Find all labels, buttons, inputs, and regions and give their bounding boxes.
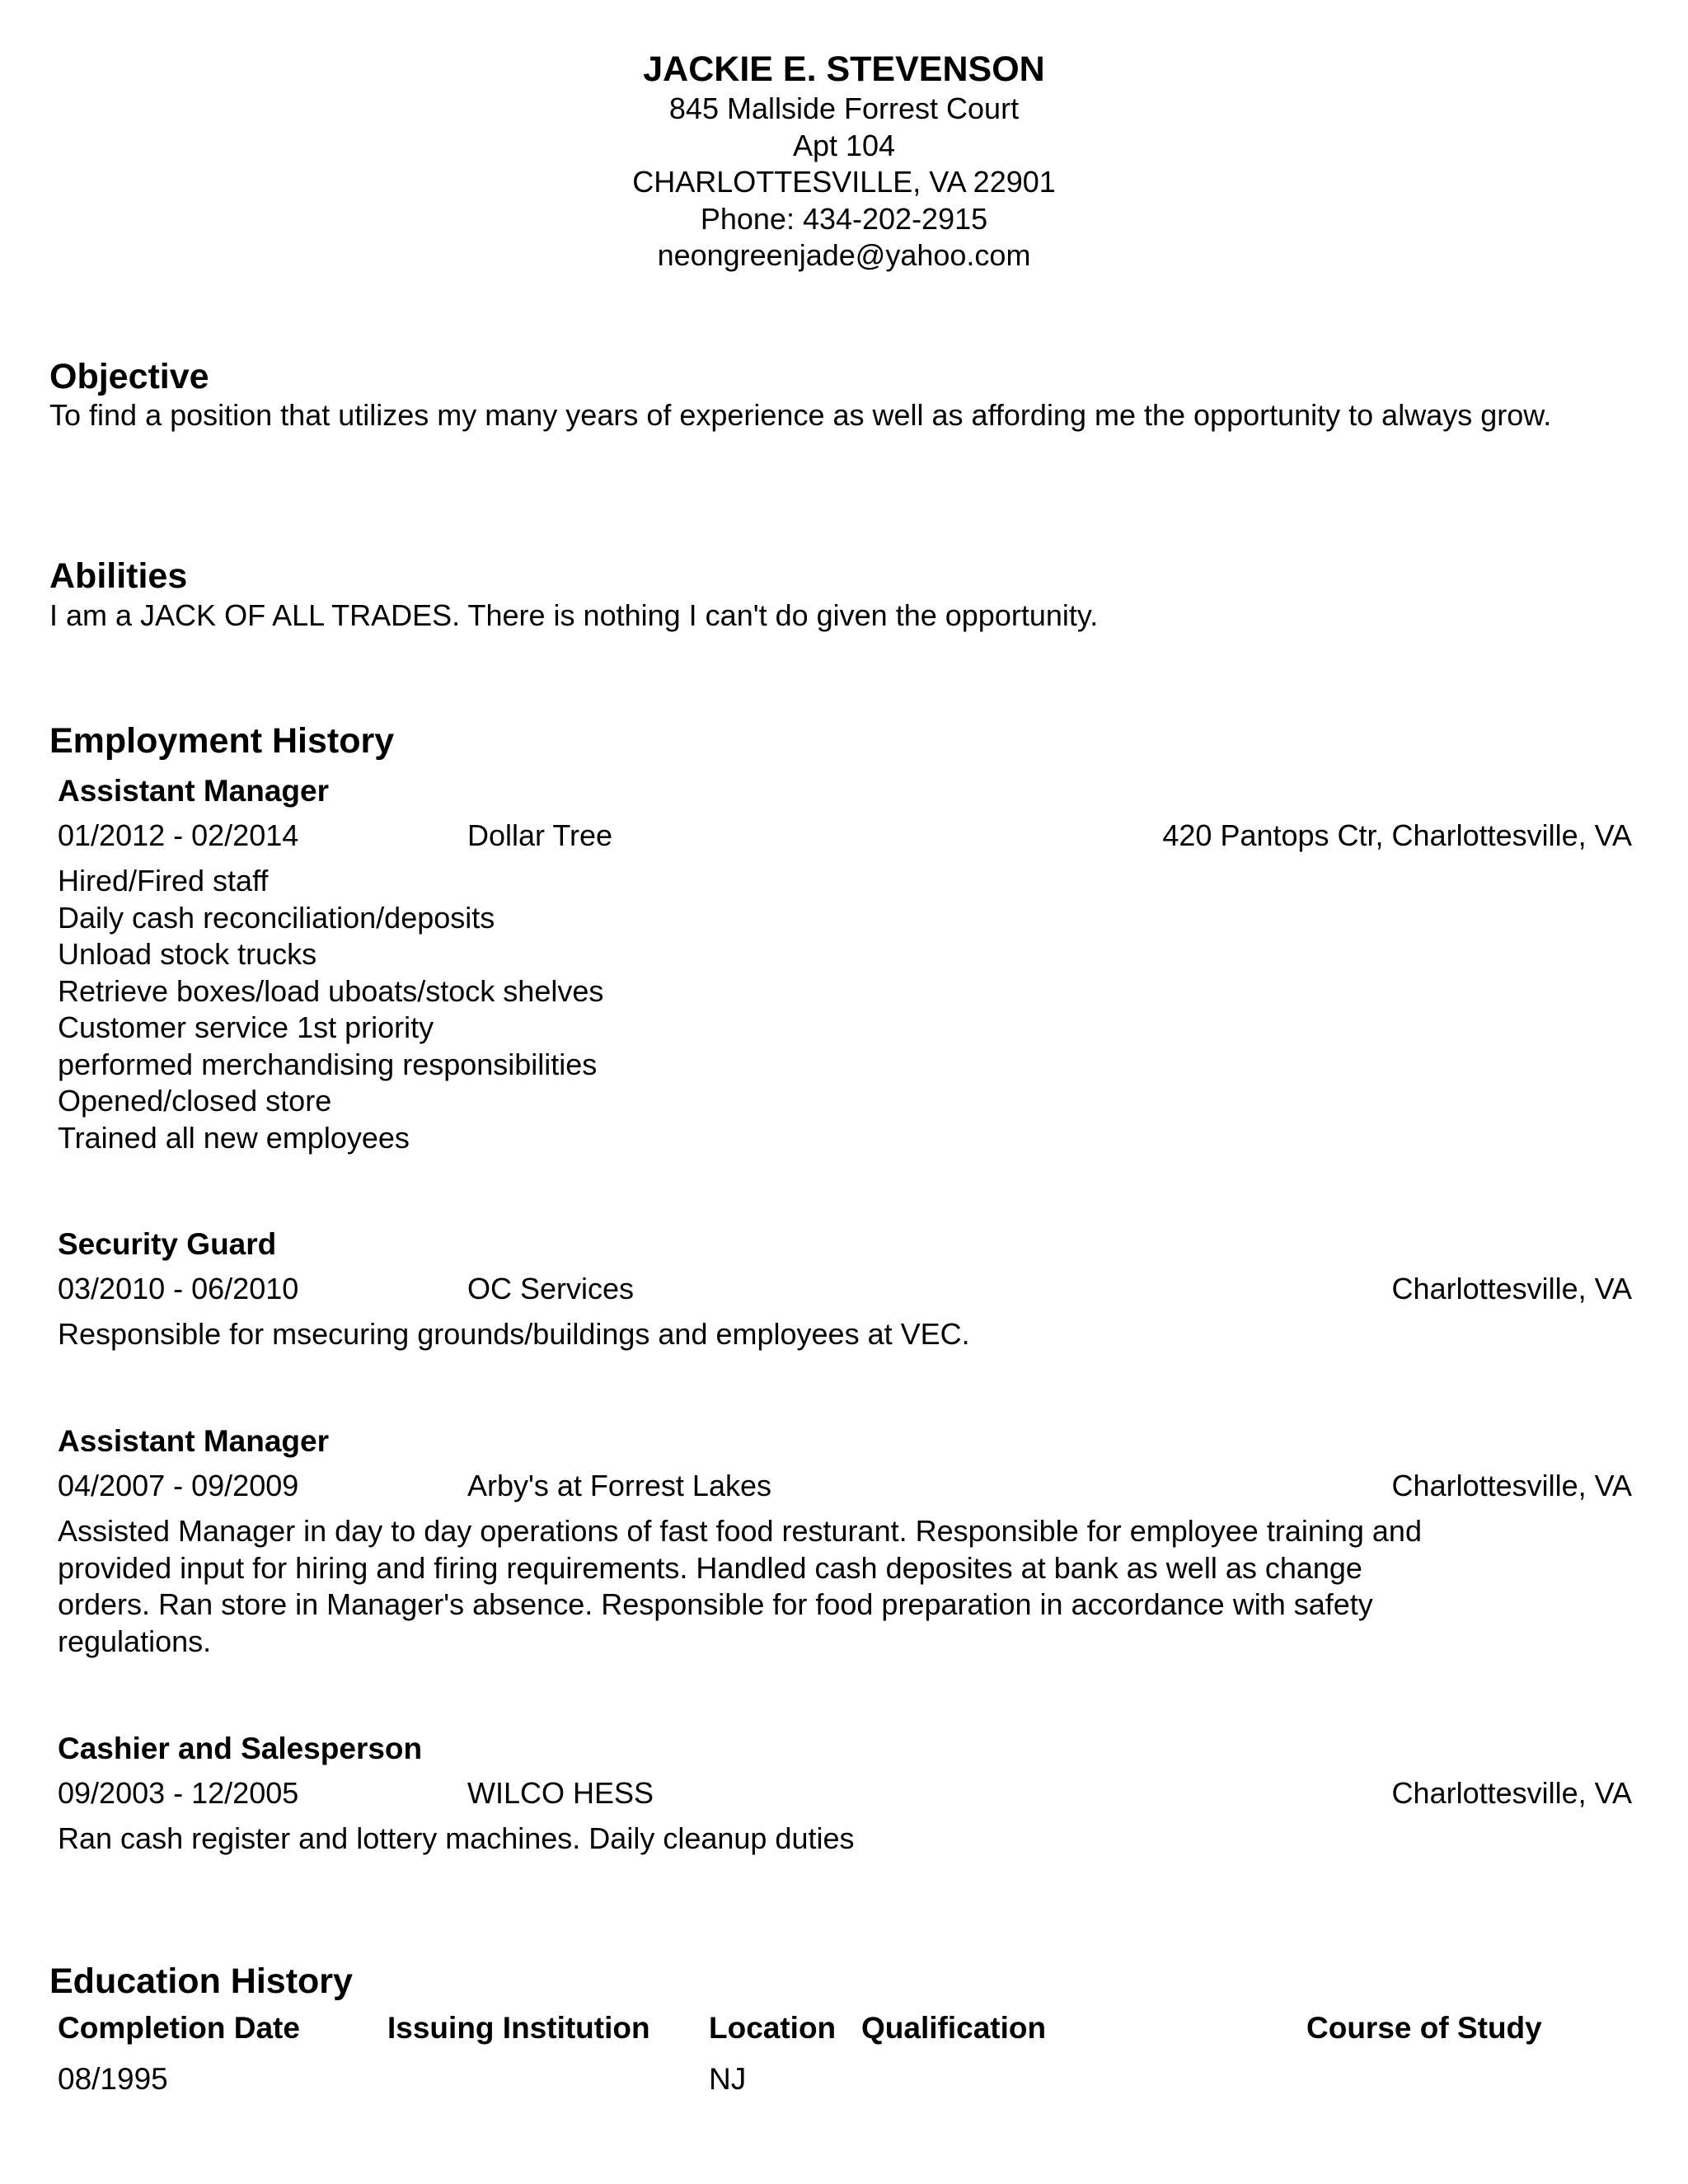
job-duty: orders. Ran store in Manager's absence. Responsible for food preparation in accordance with safety	[58, 1587, 1373, 1621]
job-title: Assistant Manager	[58, 1424, 329, 1458]
job-duty: Responsible for msecuring grounds/buildings and employees at VEC.	[58, 1317, 970, 1351]
job-title: Assistant Manager	[58, 774, 329, 808]
email-address: neongreenjade@yahoo.com	[657, 238, 1031, 272]
edu-col-course-of-study: Course of Study	[1306, 2011, 1542, 2045]
job-employer: Arby's at Forrest Lakes	[467, 1469, 771, 1502]
education-heading: Education History	[49, 1961, 353, 2001]
contact-header	[0, 48, 1688, 274]
job-employer: OC Services	[467, 1272, 635, 1305]
job-duty: Retrieve boxes/load uboats/stock shelves	[58, 973, 604, 1008]
job-duty: performed merchandising responsibilities	[58, 1047, 598, 1081]
phone-number: Phone: 434-202-2915	[700, 201, 988, 236]
job-dates: 03/2010 - 06/2010	[58, 1272, 299, 1305]
job-duty: Assisted Manager in day to day operations of fast food resturant. Responsible for employee training and	[58, 1514, 1422, 1548]
job-duty: regulations.	[58, 1624, 212, 1658]
city-state-zip: CHARLOTTESVILLE, VA 22901	[632, 165, 1056, 199]
job-duty: Daily cash reconciliation/deposits	[58, 900, 495, 935]
job-duty: Trained all new employees	[58, 1120, 410, 1155]
job-location: Charlottesville, VA	[1391, 1469, 1632, 1502]
job-entry	[58, 771, 1632, 1156]
job-employer: Dollar Tree	[467, 818, 613, 852]
edu-col-issuing-institution: Issuing Institution	[387, 2011, 650, 2045]
employment-heading: Employment History	[49, 721, 395, 761]
job-dates: 01/2012 - 02/2014	[58, 818, 299, 852]
job-description	[58, 1513, 1632, 1660]
job-description	[58, 863, 1632, 1156]
edu-location: NJ	[709, 2062, 747, 2096]
abilities-text: I am a JACK OF ALL TRADES. There is nothing I can't do given the opportunity.	[49, 598, 1099, 632]
job-entry	[58, 1728, 1632, 1858]
education-header-row	[58, 2011, 1632, 2052]
job-duty: Unload stock trucks	[58, 937, 317, 971]
job-description	[58, 1821, 1632, 1858]
job-title: Cashier and Salesperson	[58, 1732, 423, 1765]
job-details-row	[58, 812, 1632, 863]
job-duty: provided input for hiring and firing requirements. Handled cash deposites at bank as well as change	[58, 1550, 1362, 1585]
job-details-row	[58, 1769, 1632, 1821]
objective-heading: Objective	[49, 357, 209, 396]
job-entry	[58, 1224, 1632, 1353]
job-title: Security Guard	[58, 1227, 277, 1261]
job-duty: Hired/Fired staff	[58, 864, 269, 898]
job-dates: 09/2003 - 12/2005	[58, 1776, 299, 1810]
education-row	[58, 2062, 1632, 2103]
job-location: Charlottesville, VA	[1391, 1272, 1632, 1305]
job-location: Charlottesville, VA	[1391, 1776, 1632, 1810]
job-duty: Customer service 1st priority	[58, 1010, 434, 1044]
abilities-heading: Abilities	[49, 556, 188, 596]
address-line-1: 845 Mallside Forrest Court	[668, 91, 1020, 125]
job-description	[58, 1316, 1632, 1353]
edu-col-location: Location	[709, 2011, 837, 2045]
objective-text: To find a position that utilizes my many years of experience as well as affording me the opportunity to always grow.	[49, 398, 1552, 432]
job-dates: 04/2007 - 09/2009	[58, 1469, 299, 1502]
job-details-row	[58, 1265, 1632, 1316]
job-duty: Ran cash register and lottery machines. Daily cleanup duties	[58, 1821, 855, 1855]
edu-col-completion-date: Completion Date	[58, 2011, 300, 2045]
applicant-name: JACKIE E. STEVENSON	[643, 49, 1045, 89]
edu-col-qualification: Qualification	[861, 2011, 1047, 2045]
job-employer: WILCO HESS	[467, 1776, 654, 1810]
job-entry	[58, 1421, 1632, 1660]
job-location: 420 Pantops Ctr, Charlottesville, VA	[1162, 818, 1632, 852]
job-duty: Opened/closed store	[58, 1084, 332, 1118]
address-line-2: Apt 104	[792, 128, 896, 162]
job-details-row	[58, 1462, 1632, 1513]
edu-completion-date: 08/1995	[58, 2062, 168, 2096]
